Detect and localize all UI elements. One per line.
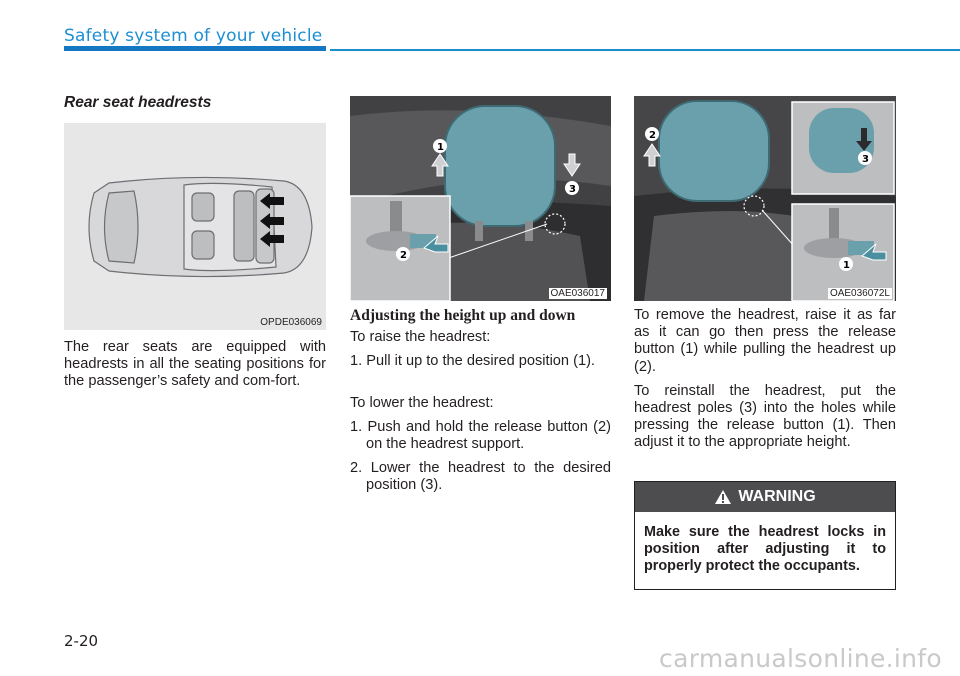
- section-title: Rear seat headrests: [64, 94, 212, 111]
- remove-paragraph: To remove the headrest, raise it as far as it can go then press the release button (1) while pulling the headrest up (2).: [634, 307, 896, 375]
- page-number: 2-20: [64, 632, 99, 650]
- header-title: Safety system of your vehicle: [64, 26, 323, 46]
- column-2: [350, 307, 611, 502]
- raise-intro: To raise the headrest:: [350, 329, 491, 346]
- intro-paragraph: The rear seats are equipped with headrests in all the seating positions for the passenger’s safety and com-fort.: [64, 339, 326, 390]
- warning-header: [635, 482, 895, 512]
- svg-text:1: 1: [843, 260, 850, 271]
- svg-text:2: 2: [400, 250, 407, 261]
- warning-triangle-icon: [714, 489, 732, 505]
- car-top-view-figure: [64, 123, 326, 330]
- adjust-heading: Adjusting the height up and down: [350, 307, 576, 324]
- watermark: carmanualsonline.info: [659, 644, 942, 673]
- warning-box: [634, 481, 896, 590]
- svg-text:3: 3: [569, 184, 576, 195]
- header-rule-dark: [64, 46, 326, 51]
- lower-step-1: 1. Push and hold the release button (2) on the headrest support.: [350, 418, 611, 453]
- figure-code: OAE036072L: [829, 288, 890, 299]
- remove-headrest-figure: [634, 96, 896, 301]
- headrest-pointer-arrows-icon: [260, 193, 284, 247]
- lower-intro: To lower the headrest:: [350, 394, 494, 411]
- svg-text:2: 2: [649, 130, 656, 141]
- svg-text:1: 1: [437, 142, 444, 153]
- column-1: [64, 339, 326, 398]
- headrest-shape: [659, 101, 769, 201]
- warning-text: Make sure the headrest locks in position after adjusting it to properly protect the occupants.: [644, 524, 886, 574]
- raise-step: 1. Pull it up to the desired position (1).: [350, 353, 595, 370]
- warning-label: WARNING: [738, 488, 816, 505]
- raise-headrest-figure: [350, 96, 611, 301]
- figure-code: OAE036017: [550, 288, 605, 299]
- headrest-shape: [445, 106, 555, 226]
- header-rule-light: [330, 49, 960, 51]
- lower-step-2: 2. Lower the headrest to the desired position (3).: [350, 460, 611, 494]
- reinstall-paragraph: To reinstall the headrest, put the headrest poles (3) into the holes while pressing the release button (1). Then adjust it to the appropriate height.: [634, 382, 896, 451]
- column-3: [634, 307, 896, 459]
- car-outline: [89, 177, 312, 276]
- figure-code: OPDE036069: [260, 317, 322, 328]
- svg-text:3: 3: [862, 154, 869, 165]
